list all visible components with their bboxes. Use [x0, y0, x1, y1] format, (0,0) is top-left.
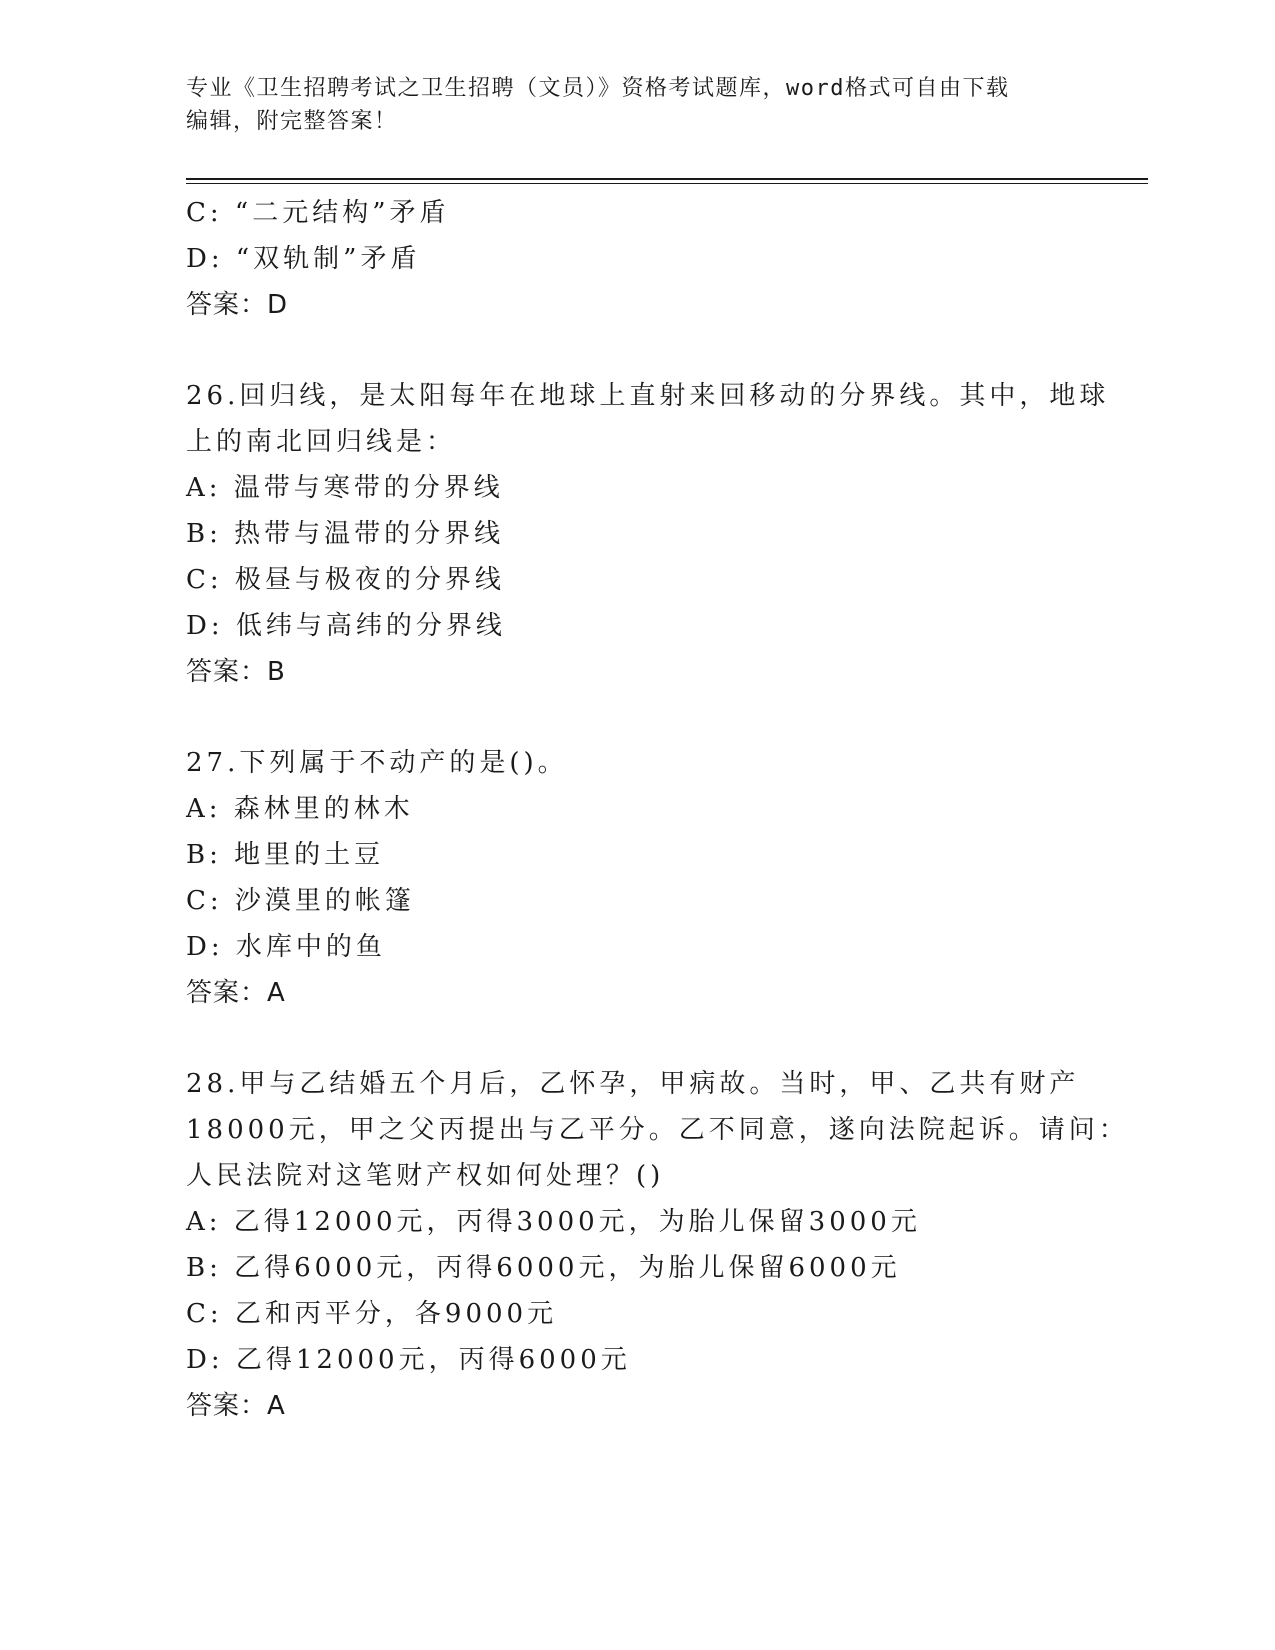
option-a: A: 森林里的林木 — [186, 794, 414, 824]
header-line-1: 专业《卫生招聘考试之卫生招聘（文员）》资格考试题库，word格式可自由下载 — [186, 76, 1010, 101]
option-c: C: “二元结构”矛盾 — [186, 198, 450, 228]
question-stem: 26.回归线，是太阳每年在地球上直射来回移动的分界线。其中，地球 — [186, 381, 1110, 411]
question-block-25-partial — [186, 190, 1086, 328]
answer-line: 答案：A — [186, 978, 286, 1008]
document-header — [186, 72, 1086, 138]
option-d: D: “双轨制”矛盾 — [186, 244, 421, 274]
question-block-26 — [186, 373, 1110, 695]
question-block-27 — [186, 740, 1086, 1016]
option-b: B: 热带与温带的分界线 — [186, 519, 505, 549]
question-stem: 28.甲与乙结婚五个月后，乙怀孕，甲病故。当时，甲、乙共有财产 — [186, 1069, 1080, 1099]
option-d: D: 乙得12000元，丙得6000元 — [186, 1345, 631, 1375]
option-d: D: 低纬与高纬的分界线 — [186, 611, 506, 641]
question-stem: 人民法院对这笔财产权如何处理？() — [186, 1161, 665, 1191]
header-divider-thick — [186, 178, 1148, 180]
question-block-28 — [186, 1061, 1129, 1429]
header-divider-thin — [186, 183, 1148, 184]
option-a: A: 温带与寒带的分界线 — [186, 473, 504, 503]
question-content — [186, 190, 1129, 1429]
option-c: C: 沙漠里的帐篷 — [186, 886, 415, 916]
header-line-2: 编辑，附完整答案！ — [186, 109, 398, 134]
question-stem: 18000元，甲之父丙提出与乙平分。乙不同意，遂向法院起诉。请问： — [186, 1115, 1129, 1145]
question-stem: 上的南北回归线是： — [186, 427, 457, 457]
answer-line: 答案：B — [186, 657, 286, 687]
option-d: D: 水库中的鱼 — [186, 932, 386, 962]
answer-line: 答案：A — [186, 1391, 286, 1421]
option-b: B: 乙得6000元，丙得6000元，为胎儿保留6000元 — [186, 1253, 901, 1283]
option-c: C: 乙和丙平分，各9000元 — [186, 1299, 558, 1329]
option-c: C: 极昼与极夜的分界线 — [186, 565, 505, 595]
option-a: A: 乙得12000元，丙得3000元，为胎儿保留3000元 — [186, 1207, 921, 1237]
option-b: B: 地里的土豆 — [186, 840, 385, 870]
answer-line: 答案：D — [186, 290, 289, 320]
question-stem: 27.下列属于不动产的是()。 — [186, 748, 568, 778]
